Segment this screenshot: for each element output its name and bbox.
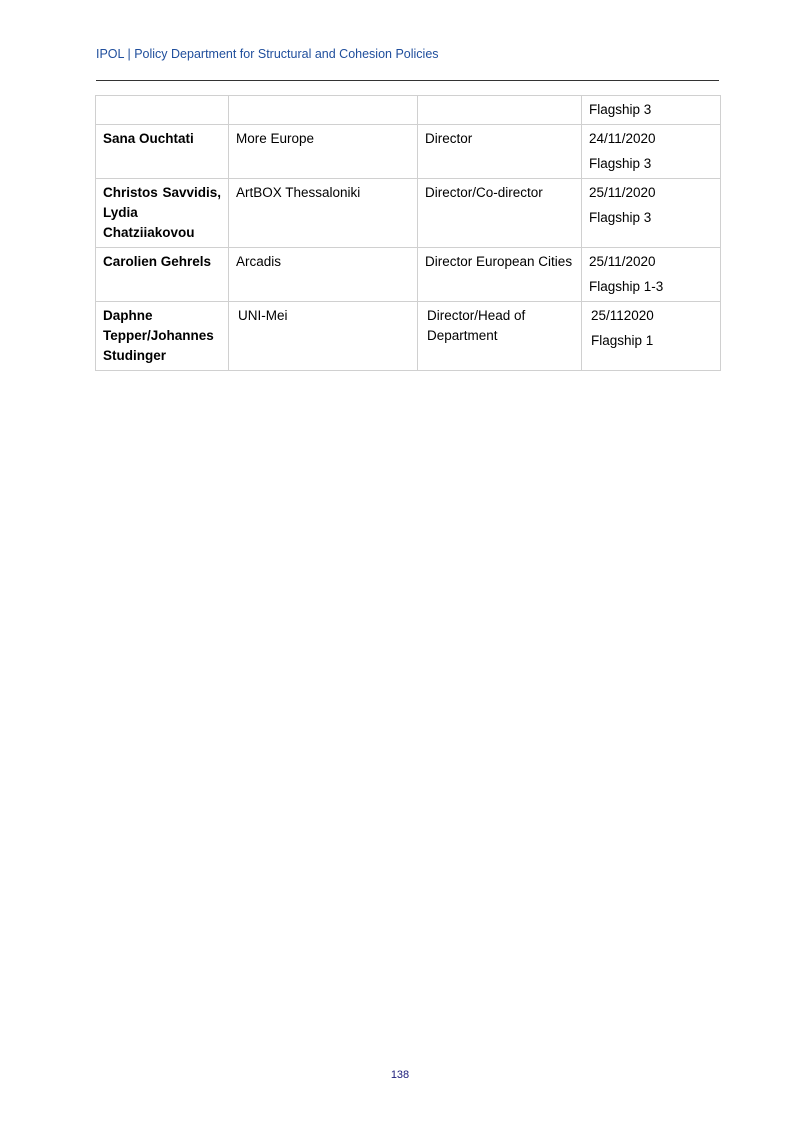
role-cell: Director/Head of Department xyxy=(418,302,582,371)
organisation-cell: More Europe xyxy=(229,125,418,179)
role-cell xyxy=(418,96,582,125)
date-text: 25/11/2020 xyxy=(589,185,656,200)
running-header: IPOL | Policy Department for Structural and Cohesion Policies xyxy=(96,47,439,61)
header-divider xyxy=(96,80,719,81)
name-cell xyxy=(96,96,229,125)
flagship-text: Flagship 3 xyxy=(589,156,652,171)
date-cell xyxy=(582,248,721,302)
name-cell: Christos Savvidis, Lydia Chatziiakovou xyxy=(96,179,229,248)
date-cell xyxy=(582,302,721,371)
name-cell: Daphne Tepper/Johannes Studinger xyxy=(96,302,229,371)
name-cell: Sana Ouchtati xyxy=(96,125,229,179)
date-text: 25/112020 xyxy=(591,308,654,323)
name-cell: Carolien Gehrels xyxy=(96,248,229,302)
role-cell: Director European Cities xyxy=(418,248,582,302)
table-row xyxy=(96,179,721,248)
flagship-text: Flagship 1 xyxy=(591,333,654,348)
flagship-text: Flagship 1-3 xyxy=(589,279,664,294)
date-text: 25/11/2020 xyxy=(589,254,656,269)
date-cell xyxy=(582,125,721,179)
flagship-text: Flagship 3 xyxy=(589,210,652,225)
organisation-cell: Arcadis xyxy=(229,248,418,302)
date-text: 24/11/2020 xyxy=(589,131,656,146)
date-cell xyxy=(582,96,721,125)
organisation-cell xyxy=(229,96,418,125)
table-row xyxy=(96,125,721,179)
role-cell: Director/Co-director xyxy=(418,179,582,248)
table-row xyxy=(96,96,721,125)
table-row xyxy=(96,248,721,302)
page-number: 138 xyxy=(390,1069,410,1081)
role-cell: Director xyxy=(418,125,582,179)
date-cell xyxy=(582,179,721,248)
flagship-text: Flagship 3 xyxy=(589,102,652,117)
table-row xyxy=(96,302,721,371)
contacts-table xyxy=(95,95,721,371)
organisation-cell: ArtBOX Thessaloniki xyxy=(229,179,418,248)
organisation-cell: UNI-Mei xyxy=(229,302,418,371)
